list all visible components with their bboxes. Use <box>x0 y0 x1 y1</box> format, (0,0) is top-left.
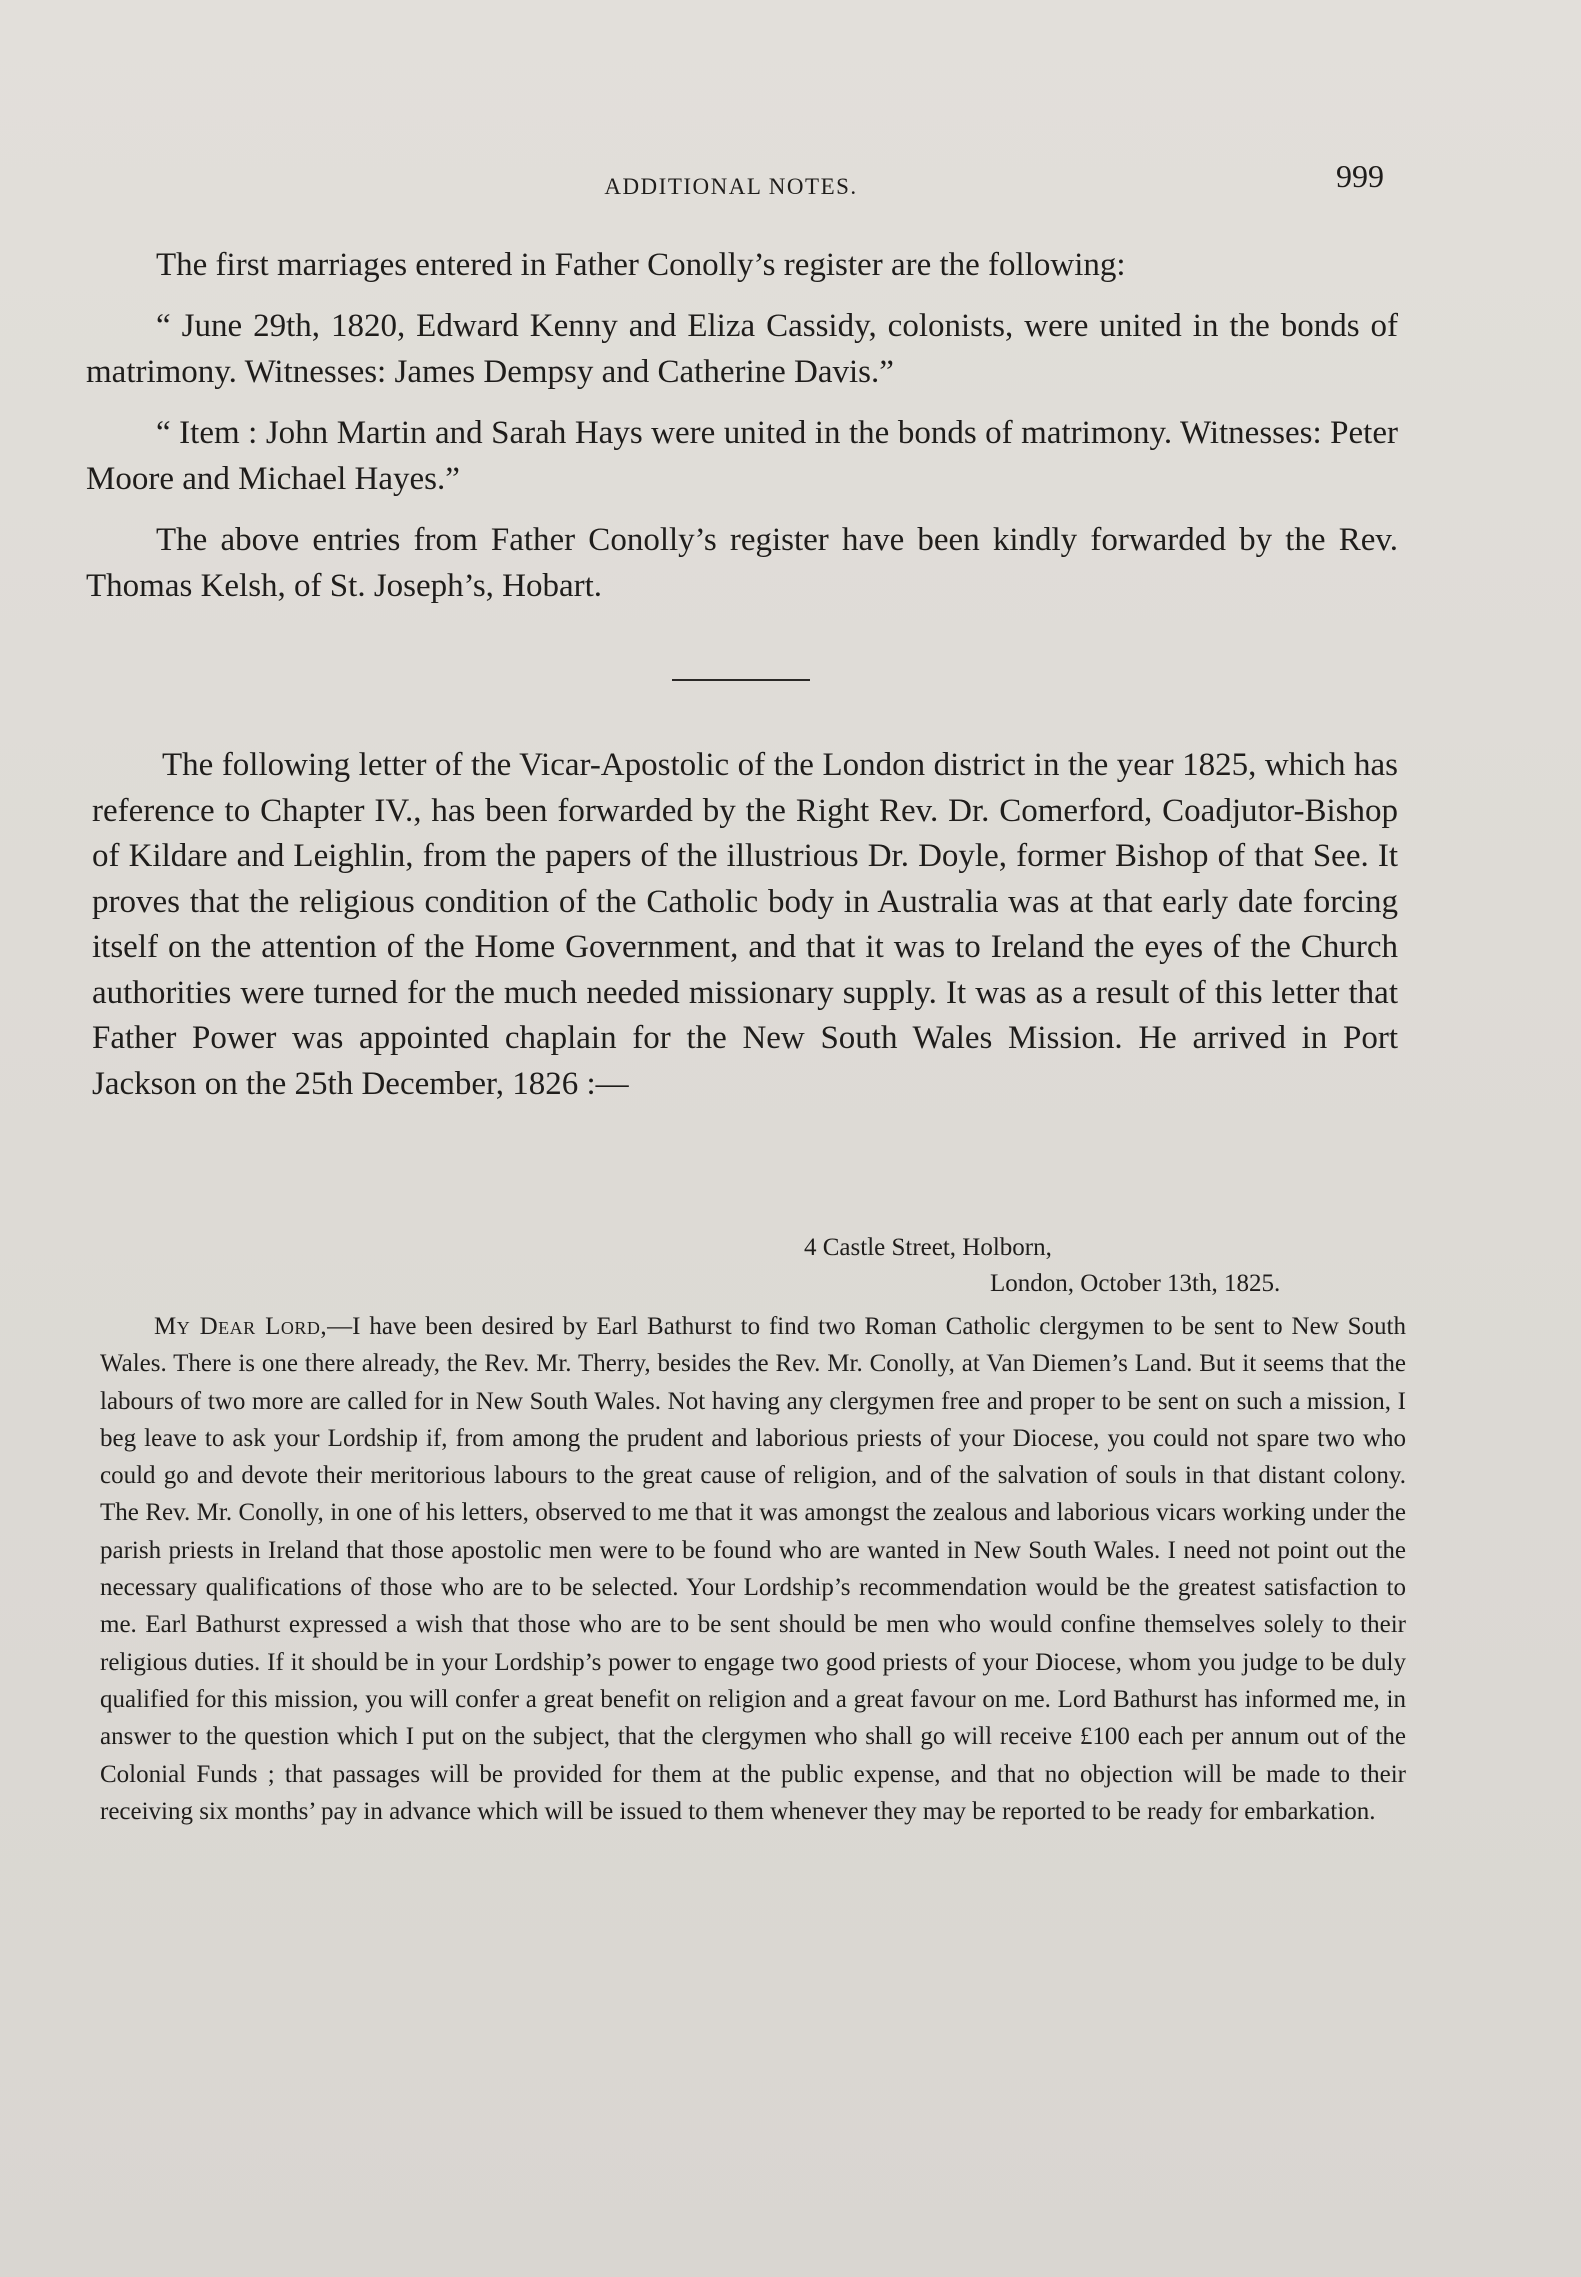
source-note-paragraph: The above entries from Father Conolly’s register have been kindly forwarded by the Rev. Thomas Kelsh, of St. Joseph’s, Hobart. <box>86 522 1398 604</box>
register-entry-2: “ Item : John Martin and Sarah Hays were united in the bonds of matrimony. Witnesses: Peter Moore and Michael Hayes.” <box>86 415 1398 497</box>
letter-body <box>100 1308 1406 1830</box>
page-number: 999 <box>1336 158 1384 194</box>
letter-address <box>92 1230 1350 1302</box>
address-street: 4 Castle Street, Holborn, <box>804 1234 1052 1261</box>
letter-paragraph <box>100 1308 1406 1830</box>
letter-salutation: My Dear Lord, <box>154 1313 328 1340</box>
running-head: ADDITIONAL NOTES. <box>604 174 858 199</box>
section-divider <box>672 679 810 681</box>
letter-text: —I have been desired by Earl Bathurst to find two Roman Catholic clergymen to be sent to New South Wales. There is one there already, the Rev. Mr. Therry, besides the Rev. Mr. Conolly, at Van Diemen’s Land. But it seems that the labours of two more are called for in New South Wales. Not having any clergymen free and proper to be sent on such a mission, I beg leave to ask your Lordship if, from among the prudent and laborious priests of your Diocese, you could not spare two who could go and devote their meritorious labours to the great cause of religion, and of the salvation of souls in that distant colony. The Rev. Mr. Conolly, in one of his letters, observed to me that it was amongst the zealous and laborious vicars working under the parish priests in Ireland that those apostolic men were to be found who are wanted in New South Wales. I need not point out the necessary qualifications of those who are to be selected. Your Lordship’s recommendation would be the greatest satisfaction to me. Earl Bathurst expressed a wish that those who are to be sent should be men who would confine themselves solely to their religious duties. If it should be in your Lordship’s power to engage two good priests of your Diocese, whom you judge to be duly qualified for this mission, you will confer a great benefit on religion and a great favour on me. Lord Bathurst has informed me, in answer to the question which I put on the subject, that the clergymen who shall go will receive £100 each per annum out of the Colonial Funds ; that passages will be provided for them at the public expense, and that no objection will be made to their receiving six months’ pay in advance which will be issued to them whenever they may be reported to be ready for embarkation. <box>100 1313 1407 1825</box>
letter-introduction-section <box>92 743 1398 1107</box>
intro-paragraph: The first marriages entered in Father Conolly’s register are the following: <box>156 247 1126 283</box>
letter-introduction-paragraph: The following letter of the Vicar-Apostolic of the London district in the year 1825, which has reference to Chapter IV., has been forwarded by the Right Rev. Dr. Comerford, Coadjutor-Bishop of Kildare and Leighlin, from the papers of the illustrious Dr. Doyle, former Bishop of that See. It proves that the religious condition of the Catholic body in Australia was at that early date forcing itself on the attention of the Home Government, and that it was to Ireland the eyes of the Church authorities were turned for the much needed missionary supply. It was as a result of this letter that Father Power was appointed chaplain for the New South Wales Mission. He arrived in Port Jackson on the 25th December, 1826 :— <box>92 747 1398 1102</box>
address-date: London, October 13th, 1825. <box>990 1270 1281 1297</box>
marriage-register-section <box>86 242 1398 609</box>
register-entry-1: “ June 29th, 1820, Edward Kenny and Eliza Cassidy, colonists, were united in the bonds of matrimony. Witnesses: James Dempsy and Catherine Davis.” <box>86 308 1398 390</box>
